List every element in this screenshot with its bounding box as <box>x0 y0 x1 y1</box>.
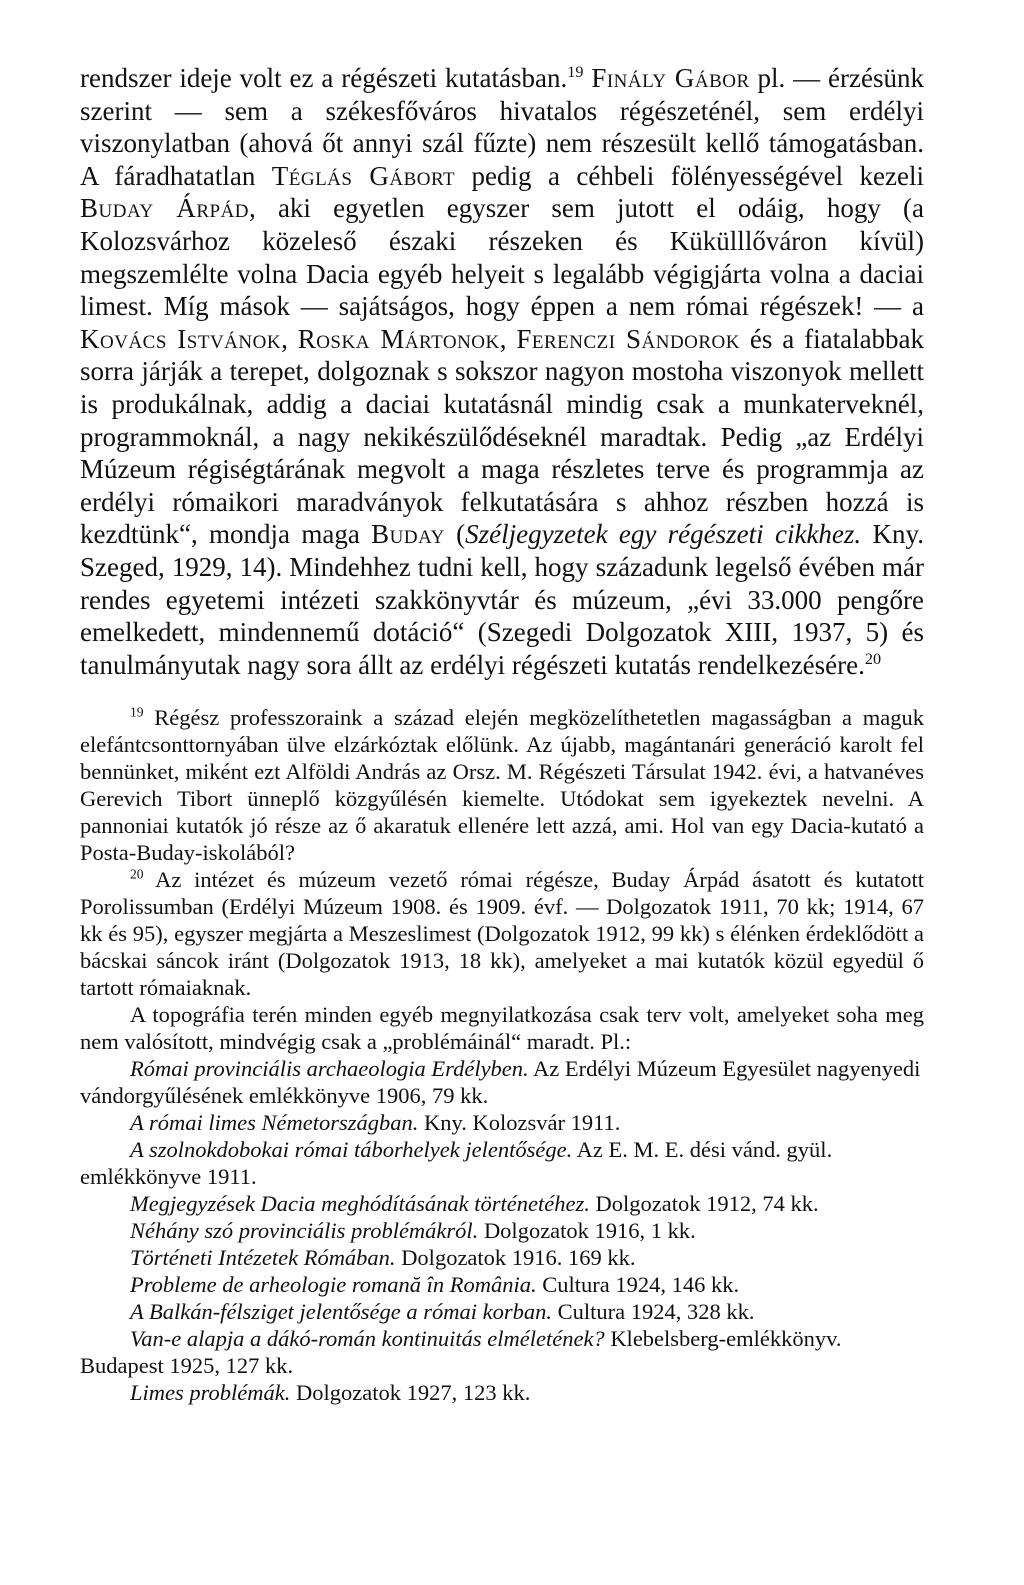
name-teglas: Téglás Gábort <box>271 160 456 191</box>
reference-title: A szolnokdobokai római táborhelyek jelentősége. <box>130 1137 573 1162</box>
footnote-text: Az intézet és múzeum vezető római régésze, Buday Árpád ásatott és kutatott Porolissumban (Erdélyi Múzeum 1908. és 1909. évf. — Dolgozatok 1911, 70 kk; 1914, 67 kk és 95), egyszer megjárta a Meszeslimest (Dolgozatok 1912, 99 kk) s élénken érdeklődött a bácskai sáncok iránt (Dolgozatok 1913, 18 kk), amelyeket a mai kutatók közül egyedül ő tartott rómaiaknak. <box>80 867 924 1000</box>
text-run: pedig a céhbeli fölényességével kezeli <box>455 160 925 191</box>
text-run: , aki egyetlen egyszer sem jutott el odáig, hogy (a Kolozsvárhoz közeleső északi részeken és Kükülllőváron kívül) megszemlélte volna Dacia egyéb helyeit s legalább végigjárta volna a daciai limest. Míg mások — sajátságos, hogy éppen a nem római régészek! — a <box>80 193 924 322</box>
reference-detail: Az Erdélyi Múzeum Egyesület nagyenyedi vándorgyűlésének emlékkönyve 1906, 79 kk. <box>80 1056 921 1108</box>
reference-item <box>80 1298 924 1325</box>
footnote-19 <box>80 704 924 866</box>
name-buday: Buday <box>371 519 445 550</box>
reference-item <box>80 1244 924 1271</box>
reference-detail: Kny. Kolozsvár 1911. <box>418 1110 621 1135</box>
footnote-text: Régész professzoraink a század elején megközelíthetetlen magasságban a maguk elefántcsonttornyában ülve elzárkóztak előlünk. Az újabb, magántanári generáció karolt fel bennünket, miként ezt Alföldi András az Orsz. M. Régészeti Társulat 1942. évi, a hatvanéves Gerevich Tibort ünneplő közgyűlésén kiemelte. Utódokat sem igyekeztek nevelni. A pannoniai kutatók jó része az ő akaratuk ellenére lett azzá, ami. Hol van egy Dacia-kutató a Posta-Buday-iskolából? <box>80 705 924 865</box>
name-roska: Roska Mártonok <box>297 323 500 354</box>
reference-title: Van-e alapja a dákó-román kontinuitás elméletének? <box>130 1326 605 1351</box>
reference-item <box>80 1109 924 1136</box>
reference-detail: Dolgozatok 1916, 1 kk. <box>478 1218 696 1243</box>
cited-title: Széljegyzetek egy régészeti cikkhez. <box>465 519 862 550</box>
footnote-ref-19: 19 <box>567 63 584 81</box>
text-run: ( <box>444 519 466 550</box>
text-run: pl. — érzésünk szerint — sem a székesfőváros hivatalos régészeténél, sem erdélyi viszonylatban (ahová őt annyi szál fűzte) nem részesült kellő támogatásban. A fáradhatatlan <box>80 63 925 191</box>
reference-title: Néhány szó provinciális problémákról. <box>130 1218 479 1243</box>
reference-detail: Dolgozatok 1916. 169 kk. <box>395 1245 636 1270</box>
reference-detail: Cultura 1924, 146 kk. <box>536 1272 740 1297</box>
reference-title: Limes problémák. <box>130 1380 291 1405</box>
reference-item <box>80 1217 924 1244</box>
text-run: rendszer ideje volt ez a régészeti kutatásban. <box>80 63 568 93</box>
footnote-ref-20: 20 <box>864 649 882 668</box>
reference-detail: Klebelsberg-emlékkönyv. Budapest 1925, 127 kk. <box>80 1326 842 1378</box>
main-paragraph <box>80 62 924 681</box>
footnote-number: 20 <box>130 866 144 882</box>
name-ferenczi: Ferenczi Sándorok <box>516 323 740 354</box>
text-run: Kny. Szeged, 1929, 14). Mindehhez tudni kell, hogy századunk legelső évében már rendes egyetemi intézeti szakkönyvtár és múzeum, „évi 33.000 pengőre emelkedett, mindennemű dotáció“ (Szegedi Dolgozatok XIII, 1937, 5) és tanulmányutak nagy sora állt az erdélyi régészeti kutatás rendelkezésére. <box>80 519 924 680</box>
main-body-text <box>80 62 924 681</box>
reference-title: A Balkán-félsziget jelentősége a római korban. <box>130 1299 553 1324</box>
reference-title: Probleme de arheologie romană în România. <box>130 1272 537 1297</box>
reference-detail: Cultura 1924, 328 kk. <box>552 1299 755 1324</box>
text-run: és a fiatalabbak sorra járják a terepet, dolgoznak s sokszor nagyon mostoha viszonyok mellett is produkálnak, addig a daciai kutatásnál mindig csak a munkaterveknél, programmoknál, a nagy nekikészülődéseknél maradtak. Pedig „az Erdélyi Múzeum régiségtárának megvolt a maga részletes terve és programmja az erdélyi rómaikori maradványok felkutatására s ahhoz részben hozzá is kezdtünk“, mondja maga <box>80 323 925 550</box>
reference-detail: Dolgozatok 1927, 123 kk. <box>290 1380 531 1405</box>
reference-title: A római limes Németországban. <box>130 1110 419 1135</box>
text-run: , <box>499 323 517 354</box>
reference-title: Római provinciális archaeologia Erdélyben. <box>130 1056 529 1081</box>
reference-item <box>80 1055 924 1109</box>
reference-item <box>80 1271 924 1298</box>
reference-title: Történeti Intézetek Rómában. <box>130 1245 396 1270</box>
reference-item <box>80 1379 924 1406</box>
reference-list <box>80 1055 924 1406</box>
footnote-20-continuation: A topográfia terén minden egyéb megnyilatkozása csak terv volt, amelyeket soha meg nem valósított, mindvégig csak a „problémáinál“ maradt. Pl.: <box>80 1002 924 1054</box>
reference-item <box>80 1325 924 1379</box>
reference-title: Megjegyzések Dacia meghódításának történetéhez. <box>130 1191 590 1216</box>
text-run: , <box>281 323 298 354</box>
footnote-20 <box>80 866 924 1001</box>
reference-item <box>80 1190 924 1217</box>
name-buday: Buday Árpád <box>80 193 250 224</box>
reference-detail: Dolgozatok 1912, 74 kk. <box>589 1191 819 1216</box>
name-finaly: Finály Gábor <box>591 63 750 93</box>
footnotes <box>80 704 924 1406</box>
reference-item <box>80 1136 924 1190</box>
name-kovacs: Kovács Istvánok <box>80 323 282 354</box>
footnote-number: 19 <box>130 704 144 720</box>
reference-detail: Az E. M. E. dési vánd. gyül. emlékkönyve 1911. <box>80 1137 833 1189</box>
